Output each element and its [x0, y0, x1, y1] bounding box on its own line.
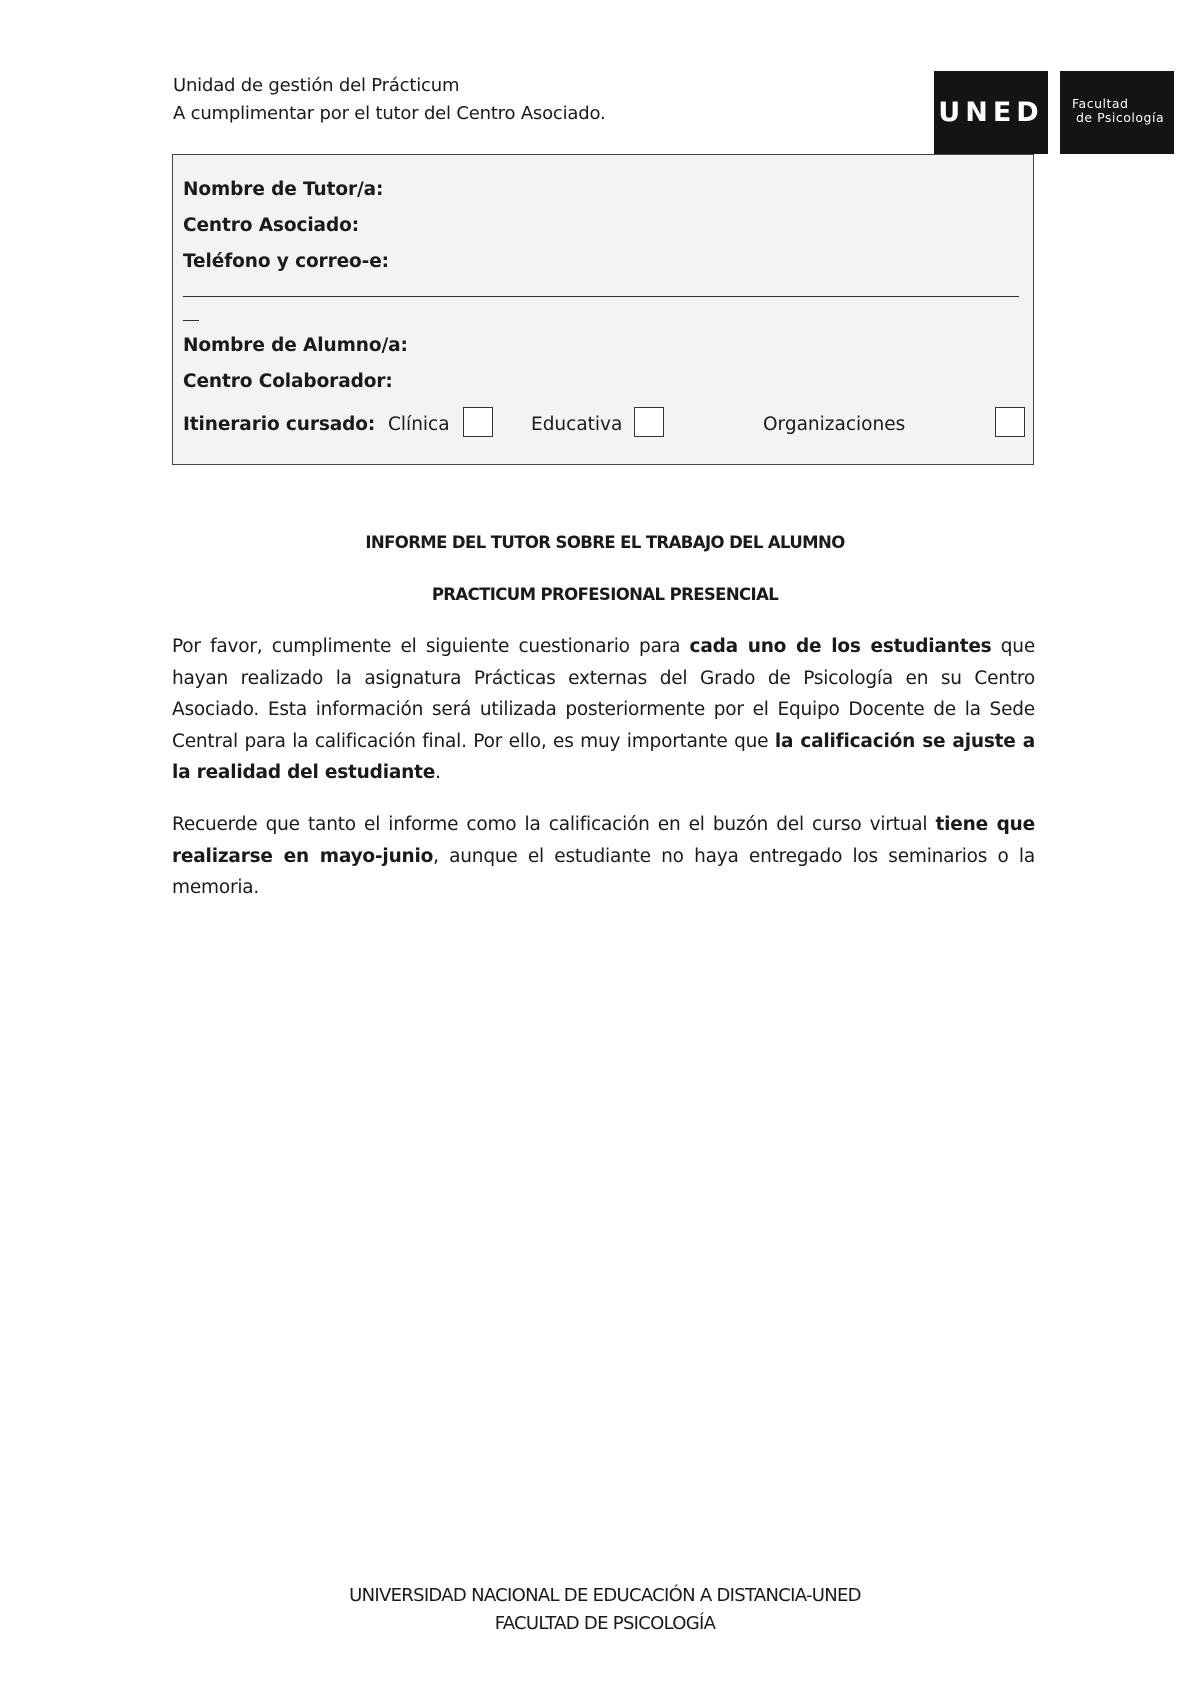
option-educativa-label: Educativa: [531, 414, 623, 435]
report-title: INFORME DEL TUTOR SOBRE EL TRABAJO DEL ALUMNO: [365, 533, 845, 552]
uned-logo: UNED: [934, 71, 1048, 154]
faculty-logo-line2: de Psicología: [1076, 110, 1165, 125]
alumno-name-label: Nombre de Alumno/a:: [183, 335, 408, 356]
p2-text-2: , aunque el estudiante no haya entregado los seminarios o la memoria.: [172, 845, 1035, 898]
tutor-name-label: Nombre de Tutor/a:: [183, 179, 384, 200]
p1-text-3: .: [435, 762, 441, 783]
checkbox-organizaciones[interactable]: [995, 407, 1025, 437]
separator-line: [183, 296, 1019, 297]
p1-text-1: Por favor, cumplimente el siguiente cuestionario para: [172, 636, 690, 657]
centro-colaborador-label: Centro Colaborador:: [183, 371, 393, 392]
unit-line: Unidad de gestión del Prácticum: [173, 75, 460, 96]
footer-university: UNIVERSIDAD NACIONAL DE EDUCACIÓN A DISTANCIA-UNED: [349, 1585, 861, 1606]
separator-line-tail: [183, 320, 199, 321]
instruction-line: A cumplimentar por el tutor del Centro Asociado.: [173, 103, 606, 124]
footer: [0, 1582, 1200, 1638]
tutor-info-box: [172, 154, 1034, 465]
instructions-paragraph: [172, 631, 1035, 789]
footer-faculty: FACULTAD DE PSICOLOGÍA: [494, 1613, 716, 1634]
option-clinica-label: Clínica: [388, 414, 450, 435]
telefono-correo-label: Teléfono y correo-e:: [183, 251, 389, 272]
centro-asociado-label: Centro Asociado:: [183, 215, 359, 236]
reminder-paragraph: [172, 809, 1035, 904]
p1-bold-2: la calificación se ajuste a la realidad del estudiante: [172, 730, 1035, 783]
header: [173, 72, 606, 128]
option-organizaciones-label: Organizaciones: [763, 414, 906, 435]
report-subtitle: PRACTICUM PROFESIONAL PRESENCIAL: [431, 585, 779, 604]
faculty-logo-line1: Facultad: [1072, 96, 1129, 111]
p1-bold-1: cada uno de los estudiantes: [689, 636, 992, 657]
p2-text-1: Recuerde que tanto el informe como la calificación en el buzón del curso virtual: [172, 814, 936, 835]
itinerario-label: Itinerario cursado:: [183, 414, 376, 435]
p1-text-2: que hayan realizado la asignatura Prácticas externas del Grado de Psicología en su Centro Asociado. Esta información será utilizada posteriormente por el Equipo Docente de la Sede Central para la calificación final. Por ello, es muy importante que: [172, 636, 1036, 752]
p2-bold-1: tiene que realizarse en mayo-junio: [172, 814, 1035, 867]
checkbox-clinica[interactable]: [463, 407, 493, 437]
checkbox-educativa[interactable]: [634, 407, 664, 437]
faculty-logo: [1060, 71, 1174, 154]
